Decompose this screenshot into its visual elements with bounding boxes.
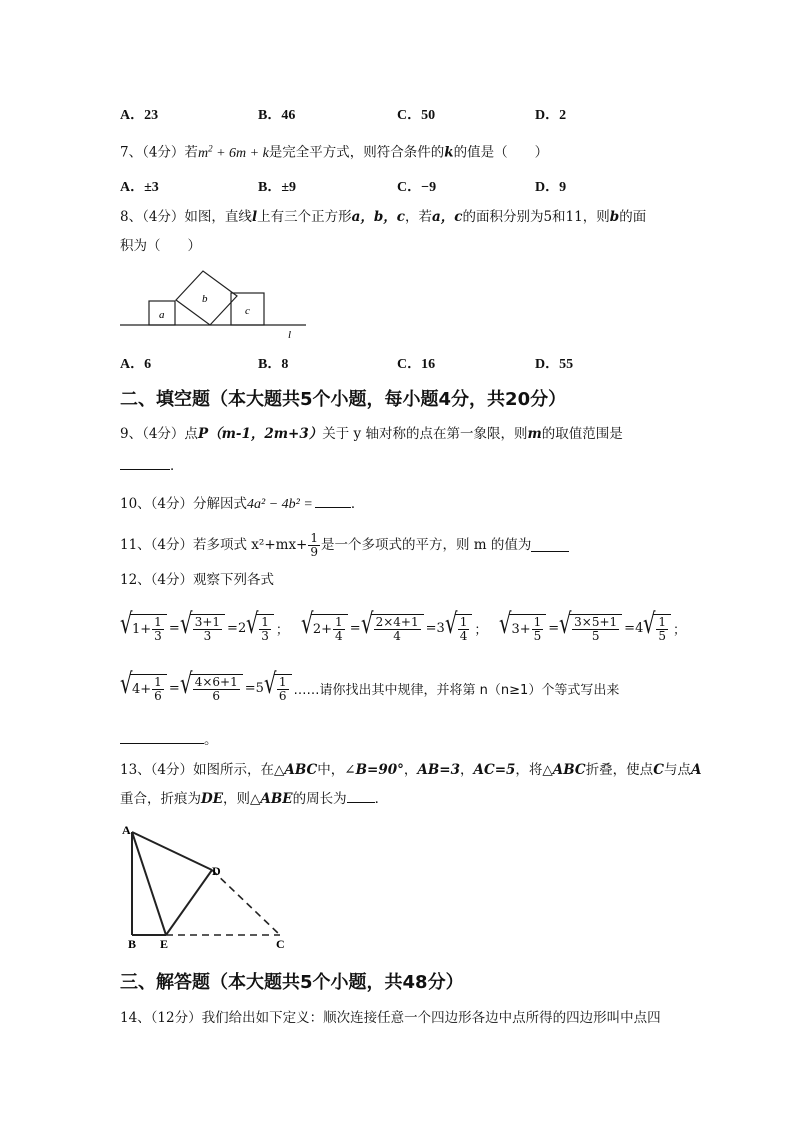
- q7-stem: 7、（4分）若$m^2 + 6m + k$是完全平方式，则符合条件的k的值是（ ）: [120, 143, 549, 161]
- q6-option-b: B．46: [258, 108, 296, 123]
- q6-option-a: A．23: [120, 108, 159, 123]
- q9-answer-line: ．: [120, 456, 184, 476]
- q10-blank: [315, 495, 351, 508]
- q10-expression: 4a² − 4b² =: [247, 497, 313, 512]
- label-D: D: [212, 864, 221, 878]
- label-l: l: [288, 329, 292, 341]
- q7-option-d: D．9: [535, 180, 567, 195]
- q12-blank: [120, 731, 204, 744]
- label-b: b: [202, 293, 208, 305]
- q11-stem: 11、（4分）若多项式 x²+mx+ $\frac{1}{9}$ 是一个多项式的平方，则 m 的值为: [120, 528, 569, 562]
- label-C: C: [276, 937, 285, 951]
- q13-triangle-figure: [116, 818, 294, 952]
- q6-option-d: D．2: [535, 108, 567, 123]
- q13-stem-line2: 重合，折痕为DE，则△ABE的周长为 ．: [120, 791, 389, 807]
- q8-option-b: B．8: [258, 357, 289, 372]
- q13-stem-line1: 13、（4分）如图所示，在△ABC中，∠B=90°，AB=3，AC=5，将△ABC折叠，使点C与点A: [120, 762, 702, 778]
- q12-instruction: ……请你找出其中规律，并将第 n（n≥1）个等式写出来: [293, 682, 620, 698]
- q7-expression: $m^2 + 6m + k$: [197, 143, 269, 161]
- label-E: E: [160, 937, 169, 951]
- q7-option-c: C．−9: [397, 180, 437, 195]
- q8-stem-line1: 8、（4分）如图，直线l上有三个正方形a，b，c，若a，c的面积分别为5和11，则b的面: [120, 209, 647, 225]
- q12-equation-row-2: √ 4+ $\frac{1}{6}$ = √ $\frac{4\times 6+1}{6}$ =5 √ $\frac{1}{6}$ ……请你找出其中规律，并将第 n（n≥1）个等式写出来: [120, 666, 620, 703]
- q11-fraction: $\frac{1}{9}$: [310, 530, 319, 559]
- q8-option-c: C．16: [397, 357, 436, 372]
- q8-option-d: D．55: [535, 357, 574, 372]
- label-c: c: [245, 305, 250, 317]
- q13-blank: [347, 790, 375, 803]
- q12-stem: 12、（4分）观察下列各式: [120, 572, 275, 588]
- q12-answer-line: 。: [120, 730, 218, 750]
- q7-option-a: A．±3: [120, 180, 159, 195]
- label-A: A: [122, 823, 131, 837]
- q8-squares-figure: [118, 266, 314, 344]
- q12-equation-row-1: √ 1+ $\frac{1}{3}$ = √ $\frac{3+1}{3}$ =2 √ $\frac{1}{3}$ ； √ 2+ $\frac{1}{4}$ = √ $\frac{2\times 4+1}{4}$ =3 √ $\frac{1}{4}$ ； √ 3+ $\frac{1}{5}$ = √ $\frac{3\times 5+1}{5}$ =4 √ $\frac{1}{5}$ ；: [120, 606, 686, 643]
- section-2-heading: 二、填空题（本大题共5个小题，每小题4分，共20分）: [120, 389, 567, 410]
- q8-stem-line2: 积为（ ）: [120, 238, 201, 254]
- label-B: B: [128, 937, 137, 951]
- q9-stem: 9、（4分）点P（m-1，2m+3）关于 y 轴对称的点在第一象限，则m的取值范围是: [120, 426, 623, 442]
- q11-blank: [531, 539, 569, 552]
- q6-option-c: C．50: [397, 108, 436, 123]
- q9-blank: [120, 457, 170, 470]
- section-3-heading: 三、解答题（本大题共5个小题，共48分）: [120, 972, 464, 993]
- q8-option-a: A．6: [120, 357, 152, 372]
- q7-option-b: B．±9: [258, 180, 297, 195]
- q10-stem: 10、（4分）分解因式4a² − 4b² = ．: [120, 496, 365, 512]
- label-a: a: [159, 309, 165, 321]
- q14-stem: 14、（12分）我们给出如下定义：顺次连接任意一个四边形各边中点所得的四边形叫中点四: [120, 1010, 661, 1026]
